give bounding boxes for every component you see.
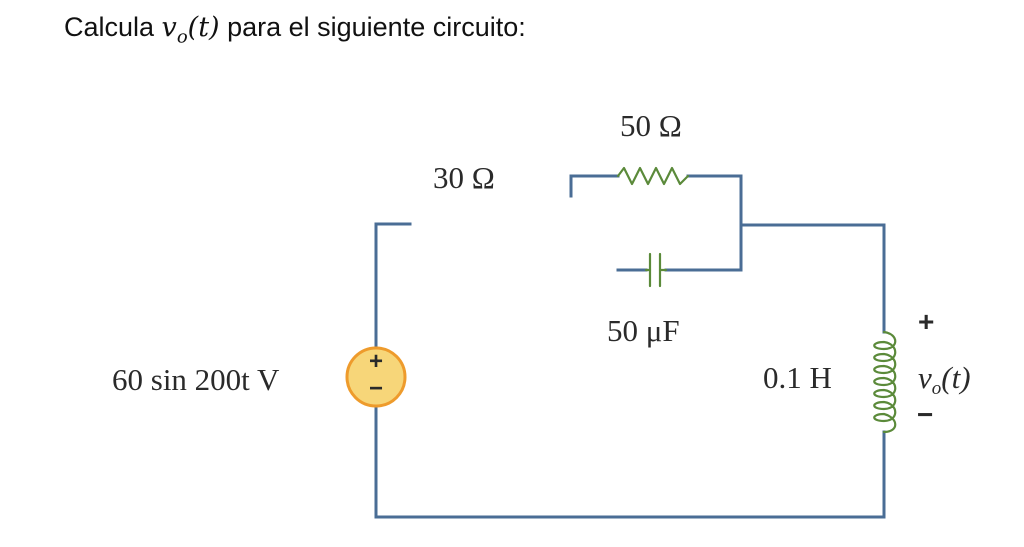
prompt-text-after: para el siguiente circuito: [219,12,526,42]
resistor-50-ohm [618,168,688,184]
resistor-50-ohm-label: 50 Ω [620,108,682,143]
left-wire [376,224,410,347]
inductor-label: 0.1 H [763,360,832,395]
capacitor-label: 50 μF [607,313,680,348]
source-minus-sign: − [368,375,384,402]
source-label: 60 sin 200t V [112,362,280,397]
voltage-source [347,348,405,406]
source-plus-sign: + [368,348,384,375]
parallel-top-right-wire [666,176,741,270]
output-voltage-label: vo(t) [918,360,971,399]
prompt-text-before: Calcula [64,12,162,42]
top-right-wire [741,225,884,332]
parallel-left-wire [571,176,618,196]
output-minus-sign: − [917,399,934,430]
left-lower-wire [376,408,884,517]
capacitor-50-uf [646,254,666,286]
prompt-variable: $v_o(t)$ [161,12,220,48]
resistor-30-ohm-label: 30 Ω [433,160,495,195]
inductor-0-1-h [874,332,895,432]
output-plus-sign: + [918,306,935,337]
